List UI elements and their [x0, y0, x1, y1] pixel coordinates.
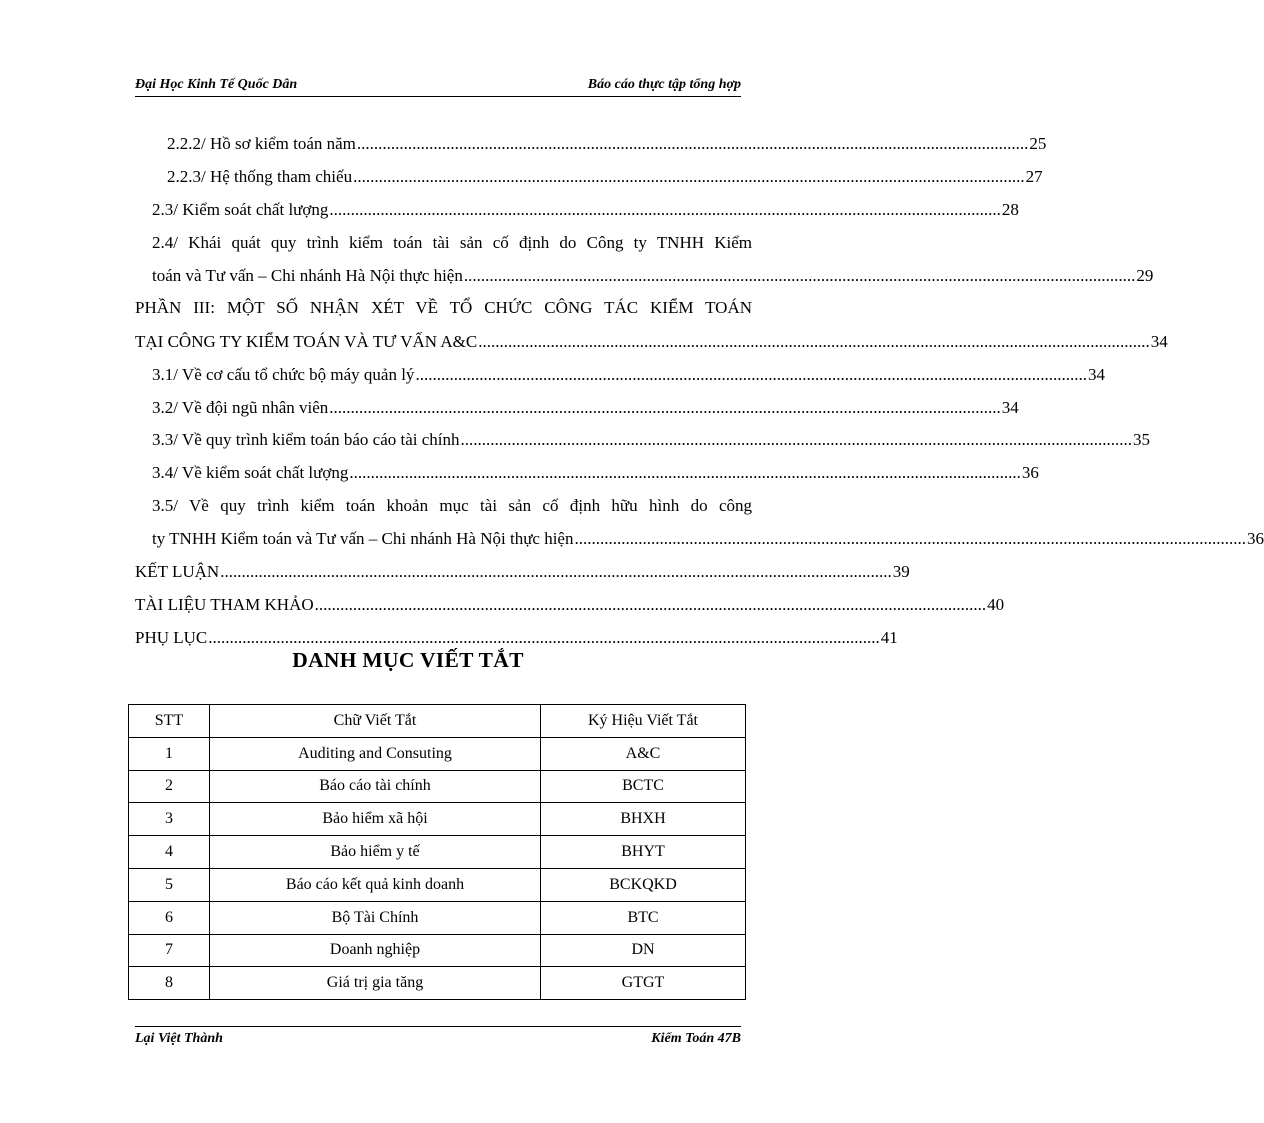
table-row	[129, 934, 746, 967]
row-index: 4	[129, 836, 210, 869]
toc-entry-3-3: 3.3/ Về quy trình kiểm toán báo cáo tài chính .............................................................................................................................................................. 35	[152, 430, 1151, 450]
row-full-term: Báo cáo tài chính	[210, 770, 541, 803]
header-university: Đại Học Kinh Tế Quốc Dân	[135, 77, 298, 92]
row-full-term: Bảo hiểm y tế	[210, 836, 541, 869]
row-abbreviation: BCKQKD	[541, 868, 746, 901]
header-full-term: Chữ Viết Tắt	[210, 705, 541, 738]
row-index: 2	[129, 770, 210, 803]
row-index: 5	[129, 868, 210, 901]
table-row	[129, 967, 746, 1000]
header-abbreviation: Ký Hiệu Viết Tắt	[541, 705, 746, 738]
table-row	[129, 901, 746, 934]
header-report-title: Báo cáo thực tập tổng hợp	[587, 77, 741, 92]
footer-author: Lại Việt Thành	[135, 1031, 223, 1046]
abbreviations-table	[128, 704, 746, 1000]
footer-class: Kiểm Toán 47B	[651, 1031, 741, 1046]
table-row	[129, 868, 746, 901]
row-abbreviation: BTC	[541, 901, 746, 934]
toc-entry-3-4: 3.4/ Về kiểm soát chất lượng .............................................................................................................................................................. 36	[152, 463, 1039, 483]
row-abbreviation: BHXH	[541, 803, 746, 836]
toc-entry-2-2-2: 2.2.2/ Hồ sơ kiểm toán năm .............................................................................................................................................................. 25	[167, 134, 1047, 154]
toc-entry-2-2-3: 2.2.3/ Hệ thống tham chiếu .............................................................................................................................................................. 27	[167, 167, 1043, 187]
row-index: 7	[129, 934, 210, 967]
toc-entry-appendix: PHỤ LỤC .............................................................................................................................................................. 41	[135, 627, 898, 647]
row-full-term: Doanh nghiệp	[210, 934, 541, 967]
row-index: 3	[129, 803, 210, 836]
row-abbreviation: BCTC	[541, 770, 746, 803]
page-footer	[135, 1026, 741, 1046]
toc-entry-part-3-line2: TẠI CÔNG TY KIỂM TOÁN VÀ TƯ VẤN A&C .............................................................................................................................................................. 34	[135, 331, 1168, 351]
table-row	[129, 770, 746, 803]
toc-entry-2-3: 2.3/ Kiểm soát chất lượng .............................................................................................................................................................. 28	[152, 200, 1019, 220]
table-row	[129, 803, 746, 836]
row-full-term: Bộ Tài Chính	[210, 901, 541, 934]
row-abbreviation: GTGT	[541, 967, 746, 1000]
table-of-contents	[135, 128, 1264, 654]
table-row	[129, 836, 746, 869]
row-abbreviation: DN	[541, 934, 746, 967]
header-stt: STT	[129, 705, 210, 738]
row-index: 1	[129, 737, 210, 770]
abbreviations-title: DANH MỤC VIẾT TẮT	[292, 648, 524, 672]
toc-entry-part-3-line1: PHẦN III: MỘT SỐ NHẬN XÉT VỀ TỔ CHỨC CÔNG TÁC KIỂM TOÁN	[135, 298, 752, 318]
toc-entry-3-5-line1: 3.5/ Về quy trình kiểm toán khoản mục tài sản cố định hữu hình do công	[152, 495, 752, 515]
row-full-term: Auditing and Consuting	[210, 737, 541, 770]
row-full-term: Giá trị gia tăng	[210, 967, 541, 1000]
row-full-term: Bảo hiểm xã hội	[210, 803, 541, 836]
row-full-term: Báo cáo kết quả kinh doanh	[210, 868, 541, 901]
row-abbreviation: A&C	[541, 737, 746, 770]
toc-entry-2-4-line2: toán và Tư vấn – Chi nhánh Hà Nội thực hiện .............................................................................................................................................................. 29	[152, 266, 1154, 285]
table-header-row	[129, 705, 746, 738]
toc-entry-3-1: 3.1/ Về cơ cấu tổ chức bộ máy quản lý .............................................................................................................................................................. 34	[152, 364, 1105, 384]
toc-entry-3-2: 3.2/ Về đội ngũ nhân viên .............................................................................................................................................................. 34	[152, 397, 1019, 417]
toc-entry-3-5-line2: ty TNHH Kiểm toán và Tư vấn – Chi nhánh Hà Nội thực hiện .............................................................................................................................................................. 36	[152, 529, 1264, 549]
row-index: 8	[129, 967, 210, 1000]
toc-entry-conclusion: KẾT LUẬN .............................................................................................................................................................. 39	[135, 562, 910, 582]
toc-entry-2-4-line1: 2.4/ Khái quát quy trình kiểm toán tài sản cố định do Công ty TNHH Kiểm	[152, 232, 752, 252]
toc-entry-references: TÀI LIỆU THAM KHẢO .............................................................................................................................................................. 40	[135, 594, 1005, 614]
row-abbreviation: BHYT	[541, 836, 746, 869]
row-index: 6	[129, 901, 210, 934]
table-row	[129, 737, 746, 770]
page-header	[135, 76, 741, 97]
